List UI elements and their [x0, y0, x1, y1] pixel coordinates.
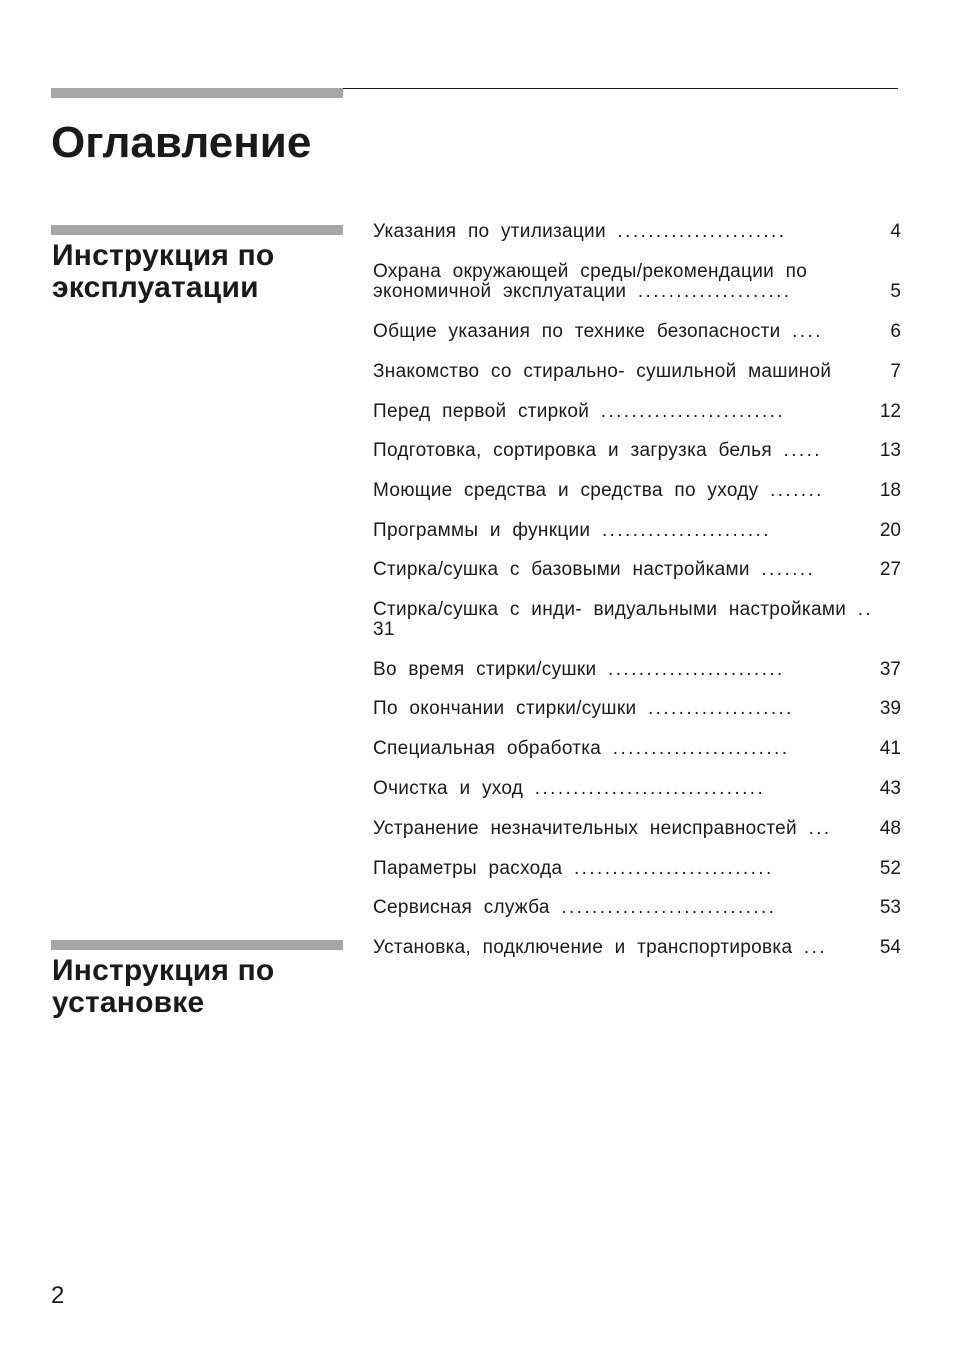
- toc-page-number: 52: [879, 858, 901, 879]
- toc-leader-dots: .......................: [612, 738, 790, 759]
- toc-leader-dots: .....: [783, 440, 822, 461]
- toc-entry-text: Специальная обработка: [373, 738, 602, 759]
- toc-entry[interactable]: [373, 938, 901, 958]
- toc-entry[interactable]: [373, 819, 901, 839]
- toc-leader-dots: .......................: [608, 659, 785, 680]
- toc-entry-text: Общие указания по технике безопасности: [373, 321, 781, 342]
- toc-leader-dots: ...: [808, 818, 832, 839]
- toc-page-number: 31: [373, 619, 395, 640]
- toc-leader-dots: ......................: [601, 520, 771, 541]
- toc-leader-dots: ..........................: [573, 858, 774, 879]
- toc-entry-text: Во время стирки/сушки: [373, 659, 597, 680]
- toc-page-number: 13: [879, 440, 901, 461]
- toc-entry[interactable]: [373, 322, 901, 342]
- page-title: Оглавление: [51, 118, 312, 167]
- toc-entry-text: Очистка и уход: [373, 778, 524, 799]
- toc-page-number: 39: [879, 698, 901, 719]
- section-title-line1: Инструкция по: [52, 239, 275, 272]
- toc-entry-text: Параметры расхода: [373, 858, 563, 879]
- toc-page-number: 43: [879, 778, 901, 799]
- toc-leader-dots: ......................: [617, 221, 787, 242]
- toc-leader-dots: .......: [770, 480, 824, 501]
- toc-entry[interactable]: [373, 262, 901, 302]
- toc-page-number: 53: [879, 897, 901, 918]
- toc-entry[interactable]: [373, 402, 901, 422]
- toc-entry-text: Моющие средства и средства по уходу: [373, 480, 759, 501]
- toc-entry-text: Устранение незначительных неисправностей: [373, 818, 797, 839]
- toc-entry-text: Перед первой стиркой: [373, 401, 590, 422]
- toc-page-number: 4: [890, 221, 901, 242]
- toc-leader-dots: ...: [803, 937, 827, 958]
- toc-page-number: 54: [879, 937, 901, 958]
- top-rule-line: [343, 88, 898, 89]
- toc-entry-text: Знакомство со стирально- сушильной машиной: [373, 361, 832, 382]
- toc-entry[interactable]: [373, 859, 901, 879]
- toc-entry-text: Стирка/сушка с базовыми настройками: [373, 559, 750, 580]
- toc-entry-text: Сервисная служба: [373, 897, 550, 918]
- toc-entry-text: Подготовка, сортировка и загрузка белья: [373, 440, 772, 461]
- section-title-line2: установке: [52, 986, 205, 1019]
- section-title-line1: Инструкция по: [52, 954, 275, 987]
- toc-entry-text: По окончании стирки/сушки: [373, 698, 637, 719]
- toc-entry-text-continued: экономичной эксплуатации: [373, 281, 627, 302]
- toc-entry-text: Стирка/сушка с инди- видуальными настройками: [373, 599, 847, 620]
- toc-page-number: 20: [879, 520, 901, 541]
- top-accent-bar: [51, 88, 343, 98]
- toc-page-number: 41: [879, 738, 901, 759]
- toc-leader-dots: ........................: [600, 401, 786, 422]
- toc-entry[interactable]: [373, 481, 901, 501]
- section-bar-installation: [51, 940, 343, 950]
- toc-entry-text: Программы и функции: [373, 520, 591, 541]
- toc-entry[interactable]: [373, 560, 901, 580]
- toc-entry[interactable]: [373, 441, 901, 461]
- toc-leader-dots: ............................: [561, 897, 777, 918]
- toc-entry[interactable]: [373, 739, 901, 759]
- toc-page-number: 6: [890, 321, 901, 342]
- page-number: 2: [51, 1282, 65, 1309]
- toc-leader-dots: ...................: [647, 698, 794, 719]
- toc-page-number: 37: [879, 659, 901, 680]
- toc-page-number: 5: [890, 281, 901, 302]
- toc-leader-dots: .......: [761, 559, 816, 580]
- toc-leader-dots: ....: [792, 321, 823, 342]
- toc-leader-dots: ....................: [637, 281, 792, 302]
- toc-leader-dots: ..: [857, 599, 874, 620]
- toc-entry-text: Указания по утилизации: [373, 221, 606, 242]
- toc-entry[interactable]: [373, 660, 901, 680]
- toc-entry[interactable]: [373, 521, 901, 541]
- toc-entry[interactable]: [373, 362, 901, 382]
- section-title-operation: [52, 240, 274, 304]
- toc-page-number: 12: [879, 401, 901, 422]
- toc-page-number: 48: [879, 818, 901, 839]
- toc-page-number: 18: [879, 480, 901, 501]
- toc-entry[interactable]: [373, 779, 901, 799]
- toc-entry[interactable]: [373, 898, 901, 918]
- section-title-line2: эксплуатации: [52, 271, 259, 304]
- toc-entry-text: Охрана окружающей среды/рекомендации по: [373, 261, 808, 282]
- toc-leader-dots: ..............................: [534, 778, 766, 799]
- toc-entry[interactable]: [373, 699, 901, 719]
- section-bar-operation: [51, 225, 343, 235]
- toc-page-number: 7: [890, 361, 901, 382]
- section-title-installation: [52, 955, 274, 1019]
- toc-entry[interactable]: [373, 600, 901, 640]
- toc-entry[interactable]: [373, 222, 901, 242]
- toc-page-number: 27: [879, 559, 901, 580]
- toc-entry-text: Установка, подключение и транспортировка: [373, 937, 793, 958]
